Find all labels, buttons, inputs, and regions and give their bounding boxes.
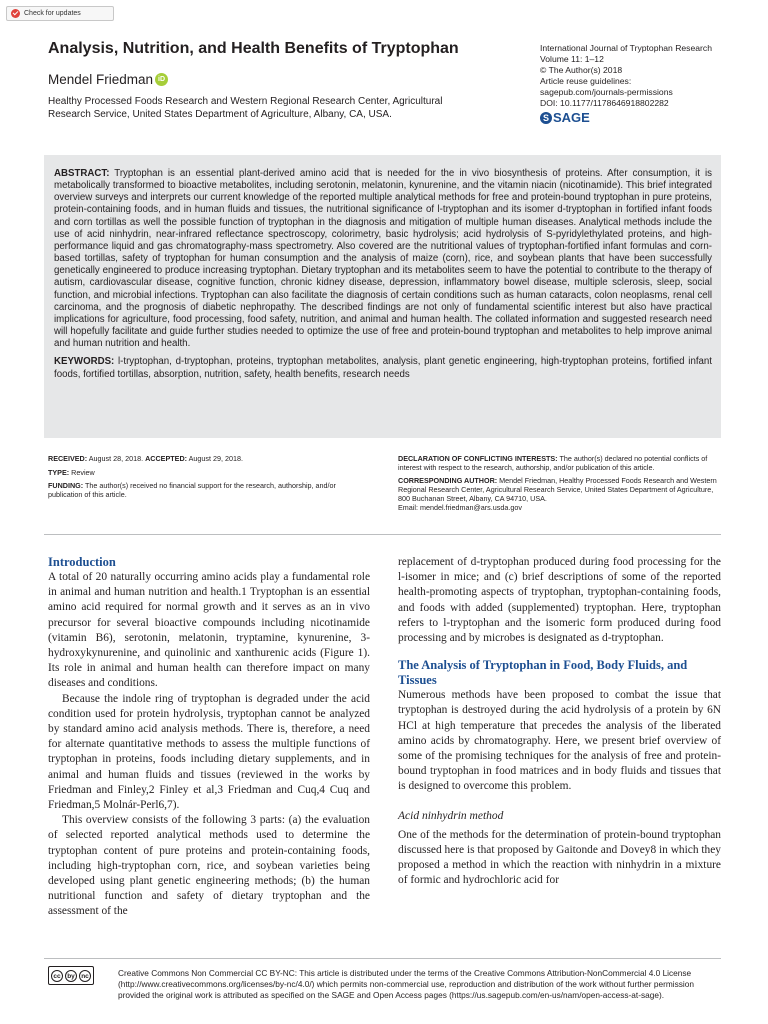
journal-volume: Volume 11: 1–12	[540, 54, 604, 64]
article-meta-right	[398, 455, 720, 512]
conflict-label: DECLARATION OF CONFLICTING INTERESTS:	[398, 454, 558, 463]
keywords	[54, 356, 712, 380]
journal-name: International Journal of Tryptophan Research	[540, 43, 712, 53]
footer-divider	[44, 958, 721, 959]
body-left-column	[48, 555, 370, 920]
author-affiliation: Healthy Processed Foods Research and Western Regional Research Center, Agricultural Research Service, United States Department of Agriculture, Albany, CA, USA.	[48, 96, 443, 120]
article-title: Analysis, Nutrition, and Health Benefits of Tryptophan	[48, 40, 459, 57]
intro-paragraph-3: This overview consists of the following 3 parts: (a) the evaluation of selected reported analytical methods used to determine the tryptophan content of pure proteins and protein-containing foods, including high-tryptophan corn, rice, and soybean varieties being developed using plant genetic engineering methods; (b) the human nutritional function and safety of dietary tryptophan and the assessment of the	[48, 814, 370, 918]
author-name: Mendel Friedman	[48, 72, 154, 87]
abstract-label: ABSTRACT:	[54, 168, 110, 179]
journal-info	[540, 43, 750, 109]
corresponding-line	[398, 477, 720, 503]
check-for-updates-label: Check for updates	[24, 10, 81, 17]
intro-paragraph-2: Because the indole ring of tryptophan is degraded under the acid condition used for protein hydrolysis, tryptophan cannot be analyzed by standard amino acid analysis methods. There is, therefore, a need for alternate quantitative methods to assess the multiple functions of tryptophan in proteins, foods including dietary supplements, and in animal and human fluids and tissues (reviewed in the works by Friedman and Finley,2 Finley et al,3 Friedman and Cuq,4 Cuq and Friedman,5 Molnár-Perl6,7).	[48, 692, 370, 812]
orcid-icon[interactable]: iD	[155, 73, 168, 86]
received-date: August 28, 2018.	[87, 454, 144, 463]
check-icon	[11, 9, 20, 18]
journal-permissions-link[interactable]: sagepub.com/journals-permissions	[540, 87, 673, 97]
conflict-line	[398, 455, 720, 472]
sage-logo	[540, 110, 590, 125]
abstract-box	[44, 155, 721, 438]
accepted-date: August 29, 2018.	[187, 454, 243, 463]
by-icon: by	[65, 970, 77, 982]
type-value: Review	[69, 467, 95, 477]
funding-label: FUNDING:	[48, 481, 84, 491]
keywords-label: KEYWORDS:	[54, 356, 115, 368]
journal-doi[interactable]: DOI: 10.1177/1178646918802282	[540, 98, 669, 108]
analysis-heading: The Analysis of Tryptophan in Food, Body Fluids, and Tissues	[398, 658, 688, 688]
conflict-text: The author(s) declared no potential conflicts of interest with respect to the research, authorship, and/or publication of this article.	[398, 454, 708, 472]
funding-line	[48, 482, 368, 499]
type-line	[48, 469, 368, 478]
funding-text: The author(s) received no financial support for the research, authorship, and/or publication of this article.	[48, 481, 336, 500]
nc-icon: nc	[79, 970, 91, 982]
type-label: TYPE:	[48, 467, 70, 477]
intro-heading: Introduction	[48, 555, 116, 569]
abstract-text: Tryptophan is an essential plant-derived amino acid that is needed for the in vivo biosynthesis of proteins. After consumption, it is metabolically transformed to bioactive metabolites, including serotonin, melatonin, kynurenine, and the vitamin niacin (nicotinamide). This brief integrated overview surveys and interprets our current knowledge of the reported multiple analytical methods for free and protein-bound tryptophan in pure proteins, protein-containing foods, and in human fluids and tissues, the nutritional significance of l-tryptophan and its isomer d-tryptophan in fortified infant foods and corn tortillas as well the possible function of tryptophan in the diagnosis and mitigation of multiple human diseases. Analytical methods include the use of acid ninhydrin, near-infrared reflectance spectroscopy, colorimetry, basic hydrolysis; acid hydrolysis of S-pyridylethylated proteins, and high-performance liquid and gas chromatography-mass spectrometry. Also covered are the nutritional values of tryptophan-fortified infant formulas and corn-based tortillas, safety of tryptophan for human consumption and the analysis of maize (corn), rice, and soybean plants that have been successfully genetically engineered to produce increasing tryptophan. Dietary tryptophan and its metabolites seem to have the potential to contribute to the therapy of autism, cardiovascular disease, cognitive function, chronic kidney disease, depression, inflammatory bowel disease, multiple sclerosis, sleep, social function, and microbial infections. Tryptophan can also facilitate the diagnosis of certain conditions such as human cataracts, colon neoplasms, renal cell carcinoma, and the prognosis of diabetic nephropathy. The described findings are not only of fundamental scientific interest but also have practical implications for agriculture, food processing, food safety, nutrition, and animal and human health. The collated information and suggested research need will hopefully facilitate and guide further studies needed to optimize the use of free and protein-bound tryptophan and metabolites to help improve animal and human nutrition and health.	[54, 168, 712, 350]
license-paragraph: Creative Commons Non Commercial CC BY-NC: This article is distributed under the terms of the Creative Commons Attribution-NonCommercial 4.0 License (http://www.creativecommons.org/licenses/by-nc/4.0/) which permits non-commercial use, reproduction and distribution of the work without further permission provided the original work is attributed as specified on the SAGE and Open Access pages (https://us.sagepub.com/en-us/nam/open-access-at-sage).	[118, 968, 694, 1000]
body-right-column	[398, 555, 721, 889]
divider	[44, 534, 721, 535]
journal-reuse-label: Article reuse guidelines:	[540, 76, 632, 86]
corresponding-email[interactable]: Email: mendel.friedman@ars.usda.gov	[398, 502, 522, 512]
corresponding-label: CORRESPONDING AUTHOR:	[398, 476, 498, 486]
article-meta-left	[48, 455, 368, 500]
right-paragraph-3: One of the methods for the determination of protein-bound tryptophan discussed here is that proposed by Gaitonde and Dovey8 in which they proposed a method in which the reaction with ninhydrin in a mixture of formic and hydrochloric acid for	[398, 828, 721, 887]
cc-icon: cc	[51, 970, 63, 982]
sage-logo-icon: S	[540, 112, 552, 124]
sage-logo-text: SAGE	[553, 110, 590, 125]
right-paragraph-1: replacement of d-tryptophan produced during food processing for the l-isomer in mice; and (c) brief descriptions of some of the reported health-promoting aspects of tryptophan, tryptophan-containing foods, and foods with added (supplemented) tryptophan. Here, tryptophan refers to l-tryptophan and the isomeric form produced during food processing and by microbes is designated as d-tryptophan.	[398, 556, 721, 645]
author-line	[48, 72, 168, 87]
license-text	[48, 968, 720, 1001]
acid-ninhydrin-subheading: Acid ninhydrin method	[398, 809, 504, 822]
abstract	[54, 168, 712, 350]
corresponding-text: Mendel Friedman, Healthy Processed Foods Research and Western Regional Research Center, Agricultural Research Service, United States Department of Agriculture, 800 Buchanan Street, Albany, CA 94710, USA.	[398, 476, 717, 503]
received-label: RECEIVED:	[48, 454, 88, 463]
keywords-text: l-tryptophan, d-tryptophan, proteins, tryptophan metabolites, analysis, plant genetic engineering, high-tryptophan proteins, fortified infant foods, fortified tortillas, absorption, nutrition, safety, health benefits, research needs	[54, 356, 712, 380]
accepted-label: ACCEPTED:	[145, 454, 188, 463]
journal-copyright: © The Author(s) 2018	[540, 65, 623, 75]
check-for-updates-badge[interactable]	[6, 6, 114, 21]
dates-line	[48, 455, 368, 464]
right-paragraph-2: Numerous methods have been proposed to combat the issue that tryptophan is destroyed during the acid hydrolysis of a protein by 6N HCl at high temperature that precedes the analysis of the liberated amino acids by chromatography. Here, we present brief overview of some of the promising techniques for the analysis of free and protein-bound tryptophan in food matrices and in body fluids and tissues that is designed to overcome this problem.	[398, 689, 721, 793]
intro-paragraph-1: A total of 20 naturally occurring amino acids play a fundamental role in animal and human nutrition and health.1 Tryptophan is an essential amino acid required for normal growth and it serves as an in vivo precursor for several bioactive compounds including nicotinamide (vitamin B6), serotonin, melatonin, tryptamine, kynurenine, 3-hydroxykynurenine, and quinolinic and xanthurenic acids (Figure 1). Its role in animal and human health can therefore impact on many diseases and conditions.	[48, 571, 370, 690]
